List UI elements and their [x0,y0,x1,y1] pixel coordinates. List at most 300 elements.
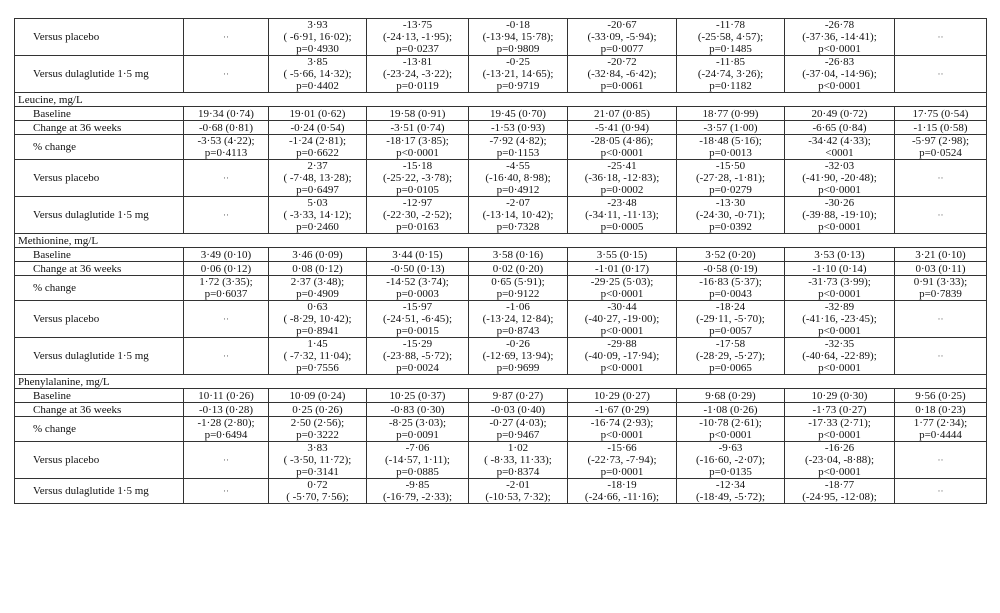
cell-line: p=0·0279 [709,184,752,196]
cell-line: 0·63 [307,301,328,313]
cell-line: 10·29 (0·27) [594,389,650,402]
cell-line: 3·55 (0·15) [596,248,648,261]
cell-line: -18·77 [824,479,855,491]
cell-line: -31·73 (3·99); [808,276,871,288]
not-applicable-marker: ·· [937,173,944,183]
cell-line: (-24·74, 3·26); [697,68,764,80]
table-cell [367,403,469,417]
cell-line: p<0·0001 [709,429,752,441]
cell-line: 5·03 [307,197,328,209]
cell-line: -2·01 [506,479,530,491]
cell-line: p<0·0001 [818,221,861,233]
cell-line: p<0·0001 [818,466,861,478]
cell-line: -30·26 [824,197,855,209]
cell-line: -29·88 [607,338,637,350]
cell-line: p=0·3222 [296,429,339,441]
cell-line: p=0·0001 [600,466,644,478]
row-label: Change at 36 weeks [15,262,184,276]
cell-line: 21·07 (0·85) [594,107,650,120]
table-row [15,56,987,93]
not-applicable-marker: ·· [937,455,944,465]
cell-line: -5·41 (0·94) [594,121,650,134]
section-title: Leucine, mg/L [15,93,987,107]
cell-line: -0·83 (0·30) [390,403,445,416]
table-cell [568,160,677,197]
cell-line: (-13·24, 12·84); [482,313,554,325]
cell-line: -32·89 [824,301,855,313]
cell-line: 3·53 (0·13) [814,248,865,261]
cell-line: p=0·7328 [496,221,540,233]
row-label: Baseline [15,389,184,403]
cell-line: p=0·9719 [496,80,540,92]
not-applicable-marker: ·· [937,314,944,324]
cell-line: p=0·0003 [396,288,439,300]
table-cell [469,262,568,276]
cell-line: (-23·04, -8·88); [804,454,875,466]
cell-line: (-40·64, -22·89); [802,350,877,362]
cell-line: p<0·0001 [818,43,861,55]
cell-line: -14·52 (3·74); [386,276,449,288]
cell-line: -0·24 (0·54) [290,121,345,134]
cell-line: 10·09 (0·24) [289,389,346,402]
table-row [15,276,987,301]
results-table-container [14,18,986,504]
table-cell [469,160,568,197]
table-cell [367,389,469,403]
table-cell [269,135,367,160]
section-header-row [15,93,987,107]
row-label: Change at 36 weeks [15,121,184,135]
cell-line: -20·72 [607,56,637,68]
table-cell [677,417,785,442]
table-row [15,442,987,479]
cell-line: p=0·6037 [204,288,248,300]
cell-line: -29·25 (5·03); [590,276,654,288]
cell-line: (-27·28, -1·81); [695,172,766,184]
table-cell [785,107,895,121]
table-cell [568,417,677,442]
table-cell [785,19,895,56]
cell-line: p=0·7839 [919,288,962,300]
cell-line: (-25·22, -3·78); [382,172,453,184]
cell-line: -0·58 (0·19) [703,262,758,275]
cell-line: 10·29 (0·30) [811,389,868,402]
table-cell [677,479,785,504]
cell-line: 20·49 (0·72) [811,107,868,120]
table-cell [895,338,987,375]
table-cell [469,248,568,262]
table-cell [367,248,469,262]
table-cell [367,135,469,160]
cell-line: -1·10 (0·14) [812,262,867,275]
cell-line: -23·48 [607,197,637,209]
cell-line: -1·53 (0·93) [490,121,546,134]
cell-line: p=0·2460 [296,221,339,233]
table-cell [785,248,895,262]
not-applicable-marker: ·· [937,351,944,361]
results-table [14,18,987,504]
cell-line: p=0·8743 [496,325,540,337]
cell-line: ( -3·33, 14·12); [283,209,352,221]
table-cell [269,56,367,93]
cell-line: 0·65 (5·91); [491,276,545,288]
table-cell [895,262,987,276]
cell-line: -18·24 [715,301,746,313]
table-cell [677,135,785,160]
cell-line: -1·06 [506,301,530,313]
cell-line: -17·33 (2·71); [808,417,871,429]
table-row [15,262,987,276]
table-cell [568,479,677,504]
cell-line: p=0·6494 [204,429,248,441]
cell-line: p=0·4912 [496,184,540,196]
cell-line: p=0·0119 [396,80,439,92]
table-cell [469,276,568,301]
cell-line: p=0·6622 [296,147,339,159]
cell-line: p=0·8941 [296,325,339,337]
cell-line: 0·03 (0·11) [915,262,966,275]
not-applicable-marker: ·· [223,314,229,324]
table-cell [895,160,987,197]
cell-line: ( -8·29, 10·42); [283,313,352,325]
cell-line: p=0·0057 [709,325,752,337]
cell-line: 19·34 (0·74) [198,107,254,120]
table-cell [184,197,269,234]
table-cell [367,107,469,121]
cell-line: ( -3·50, 11·72); [283,454,352,466]
table-cell [367,262,469,276]
table-cell [895,276,987,301]
table-cell [184,338,269,375]
cell-line: -25·41 [607,160,637,172]
table-cell [785,389,895,403]
not-applicable-marker: ·· [223,455,229,465]
table-cell [469,121,568,135]
table-cell [785,276,895,301]
table-cell [785,338,895,375]
cell-line: 0·02 (0·20) [492,262,544,275]
table-cell [895,197,987,234]
table-cell [184,160,269,197]
cell-line: p=0·1485 [709,43,752,55]
table-cell [184,301,269,338]
cell-line: p=0·0061 [600,80,644,92]
cell-line: (-10·53, 7·32); [485,491,551,503]
table-cell [269,389,367,403]
cell-line: -12·34 [715,479,746,491]
cell-line: p=0·8374 [496,466,540,478]
table-cell [269,417,367,442]
cell-line: 9·56 (0·25) [915,389,966,402]
cell-line: 1·45 [307,338,328,350]
cell-line: ( -7·32, 11·04); [283,350,352,362]
cell-line: 3·93 [307,19,328,31]
table-cell [269,160,367,197]
cell-line: 3·44 (0·15) [392,248,443,261]
table-cell [895,301,987,338]
cell-line: 2·50 (2·56); [290,417,345,429]
table-cell [895,442,987,479]
cell-line: p<0·0001 [818,288,861,300]
table-row [15,121,987,135]
table-cell [184,403,269,417]
cell-line: -32·35 [824,338,855,350]
cell-line: (-33·09, -5·94); [587,31,657,43]
cell-line: p<0·0001 [818,80,861,92]
row-label: Versus dulaglutide 1·5 mg [15,479,184,504]
cell-line: -20·67 [607,19,637,31]
cell-line: -1·73 (0·27) [812,403,867,416]
table-cell [184,135,269,160]
cell-line: p=0·9467 [496,429,540,441]
table-row [15,479,987,504]
cell-line: 19·58 (0·91) [389,107,446,120]
cell-line: -0·18 [506,19,530,31]
table-cell [269,107,367,121]
row-label: % change [15,135,184,160]
table-cell [568,301,677,338]
table-cell [367,442,469,479]
table-cell [269,276,367,301]
table-cell [269,479,367,504]
cell-line: -3·53 (4·22); [197,135,255,147]
cell-line: -17·58 [715,338,746,350]
table-cell [785,160,895,197]
cell-line: -6·65 (0·84) [812,121,867,134]
cell-line: p=0·4402 [296,80,339,92]
table-cell [677,121,785,135]
table-cell [785,262,895,276]
table-row [15,19,987,56]
cell-line: -8·25 (3·03); [388,417,447,429]
table-cell [677,389,785,403]
table-cell [677,56,785,93]
cell-line: -1·24 (2·81); [288,135,347,147]
table-cell [785,442,895,479]
cell-line: (-25·58, 4·57); [697,31,764,43]
cell-line: -16·83 (5·37); [699,276,762,288]
row-label: % change [15,417,184,442]
cell-line: -1·01 (0·17) [594,262,650,275]
table-cell [269,442,367,479]
cell-line: 10·25 (0·37) [389,389,446,402]
not-applicable-marker: ·· [223,486,229,496]
cell-line: p=0·0237 [396,43,439,55]
cell-line: -11·85 [716,56,745,68]
cell-line: p=0·9809 [496,43,540,55]
cell-line: p=0·4930 [296,43,339,55]
table-cell [677,276,785,301]
table-cell [184,248,269,262]
table-row [15,107,987,121]
cell-line: 3·85 [307,56,328,68]
cell-line: -15·18 [402,160,433,172]
row-label: Baseline [15,248,184,262]
cell-line: (-23·24, -3·22); [382,68,453,80]
cell-line: p=0·7556 [296,362,339,374]
cell-line: -18·19 [607,479,637,491]
table-cell [895,389,987,403]
row-label: Versus placebo [15,19,184,56]
table-cell [469,135,568,160]
table-cell [469,56,568,93]
cell-line: -15·50 [715,160,746,172]
cell-line: p<0·0001 [600,325,644,337]
cell-line: ( -6·91, 16·02); [283,31,352,43]
table-cell [367,479,469,504]
cell-line: -16·74 (2·93); [590,417,654,429]
cell-line: 0·06 (0·12) [200,262,252,275]
table-cell [469,389,568,403]
row-label: Versus dulaglutide 1·5 mg [15,56,184,93]
row-label: Versus dulaglutide 1·5 mg [15,197,184,234]
table-cell [367,160,469,197]
cell-line: (-13·21, 14·65); [482,68,554,80]
not-applicable-marker: ·· [223,173,229,183]
cell-line: 18·77 (0·99) [702,107,759,120]
table-cell [367,197,469,234]
cell-line: -13·81 [402,56,433,68]
table-cell [568,56,677,93]
cell-line: -11·78 [716,19,745,31]
cell-line: -1·15 (0·58) [913,121,968,134]
not-applicable-marker: ·· [937,486,944,496]
cell-line: p<0·0001 [396,147,439,159]
row-label: Change at 36 weeks [15,403,184,417]
cell-line: (-12·69, 13·94); [482,350,554,362]
not-applicable-marker: ·· [223,351,229,361]
cell-line: p=0·0885 [396,466,439,478]
table-cell [269,19,367,56]
table-cell [184,479,269,504]
cell-line: p=0·0105 [396,184,439,196]
cell-line: p=0·0524 [919,147,962,159]
table-cell [269,248,367,262]
cell-line: p=0·0091 [396,429,439,441]
table-cell [184,107,269,121]
table-cell [367,338,469,375]
table-cell [895,107,987,121]
cell-line: 19·01 (0·62) [289,107,346,120]
table-cell [469,442,568,479]
cell-line: -26·78 [824,19,855,31]
table-cell [367,121,469,135]
table-cell [367,301,469,338]
cell-line: 19·45 (0·70) [490,107,546,120]
cell-line: p<0·0001 [600,288,644,300]
row-label: Versus placebo [15,301,184,338]
table-cell [184,276,269,301]
cell-line: -1·67 (0·29) [594,403,650,416]
table-cell [184,121,269,135]
table-row [15,338,987,375]
cell-line: (-16·60, -2·07); [695,454,766,466]
cell-line: -0·13 (0·28) [198,403,254,416]
cell-line: -7·06 [405,442,430,454]
cell-line: 1·77 (2·34); [913,417,968,429]
cell-line: -0·25 [506,56,530,68]
cell-line: 3·21 (0·10) [915,248,966,261]
cell-line: -32·03 [824,160,855,172]
cell-line: p<0·0001 [818,429,861,441]
cell-line: (-41·90, -20·48); [802,172,877,184]
cell-line: (-37·04, -14·96); [802,68,877,80]
cell-line: ( -5·70, 7·56); [286,491,349,503]
cell-line: p=0·0002 [600,184,644,196]
cell-line: p<0·0001 [600,362,644,374]
cell-line: p=0·3141 [296,466,339,478]
table-cell [469,107,568,121]
cell-line: -0·03 (0·40) [490,403,546,416]
table-cell [785,56,895,93]
table-cell [269,403,367,417]
table-cell [785,479,895,504]
table-cell [184,19,269,56]
cell-line: p=0·9699 [496,362,540,374]
cell-line: 2·37 (3·48); [290,276,345,288]
table-cell [568,262,677,276]
table-cell [184,417,269,442]
table-cell [785,301,895,338]
cell-line: -9·85 [405,479,430,491]
table-cell [677,262,785,276]
cell-line: (-16·79, -2·33); [382,491,453,503]
table-cell [895,135,987,160]
cell-line: 9·68 (0·29) [705,389,756,402]
cell-line: p=0·6497 [296,184,339,196]
table-cell [269,262,367,276]
table-cell [367,19,469,56]
cell-line: 1·72 (3·35); [199,276,253,288]
cell-line: (-14·57, 1·11); [385,454,450,466]
cell-line: -10·78 (2·61); [699,417,762,429]
cell-line: (-13·14, 10·42); [482,209,554,221]
table-cell [785,403,895,417]
cell-line: p=0·4113 [204,147,248,159]
not-applicable-marker: ·· [937,69,944,79]
cell-line: 3·52 (0·20) [705,248,756,261]
cell-line: p<0·0001 [818,362,861,374]
table-cell [895,417,987,442]
cell-line: (-23·88, -5·72); [382,350,453,362]
table-cell [269,121,367,135]
table-cell [568,389,677,403]
table-cell [568,442,677,479]
cell-line: -0·27 (4·03); [489,417,547,429]
table-cell [677,338,785,375]
cell-line: <0001 [825,147,854,159]
cell-line: -15·66 [607,442,637,454]
section-title: Methionine, mg/L [15,234,987,248]
cell-line: p<0·0001 [818,184,861,196]
table-cell [677,301,785,338]
table-row [15,403,987,417]
cell-line: (-24·30, -0·71); [695,209,766,221]
cell-line: (-41·16, -23·45); [802,313,877,325]
cell-line: -16·26 [824,442,855,454]
table-cell [568,248,677,262]
table-row [15,248,987,262]
cell-line: 9·87 (0·27) [492,389,544,402]
cell-line: -0·68 (0·81) [198,121,254,134]
cell-line: -9·63 [718,442,743,454]
table-cell [469,417,568,442]
cell-line: -1·08 (0·26) [703,403,758,416]
cell-line: 3·58 (0·16) [492,248,544,261]
not-applicable-marker: ·· [223,69,229,79]
cell-line: -3·57 (1·00) [703,121,758,134]
cell-line: -30·44 [607,301,637,313]
